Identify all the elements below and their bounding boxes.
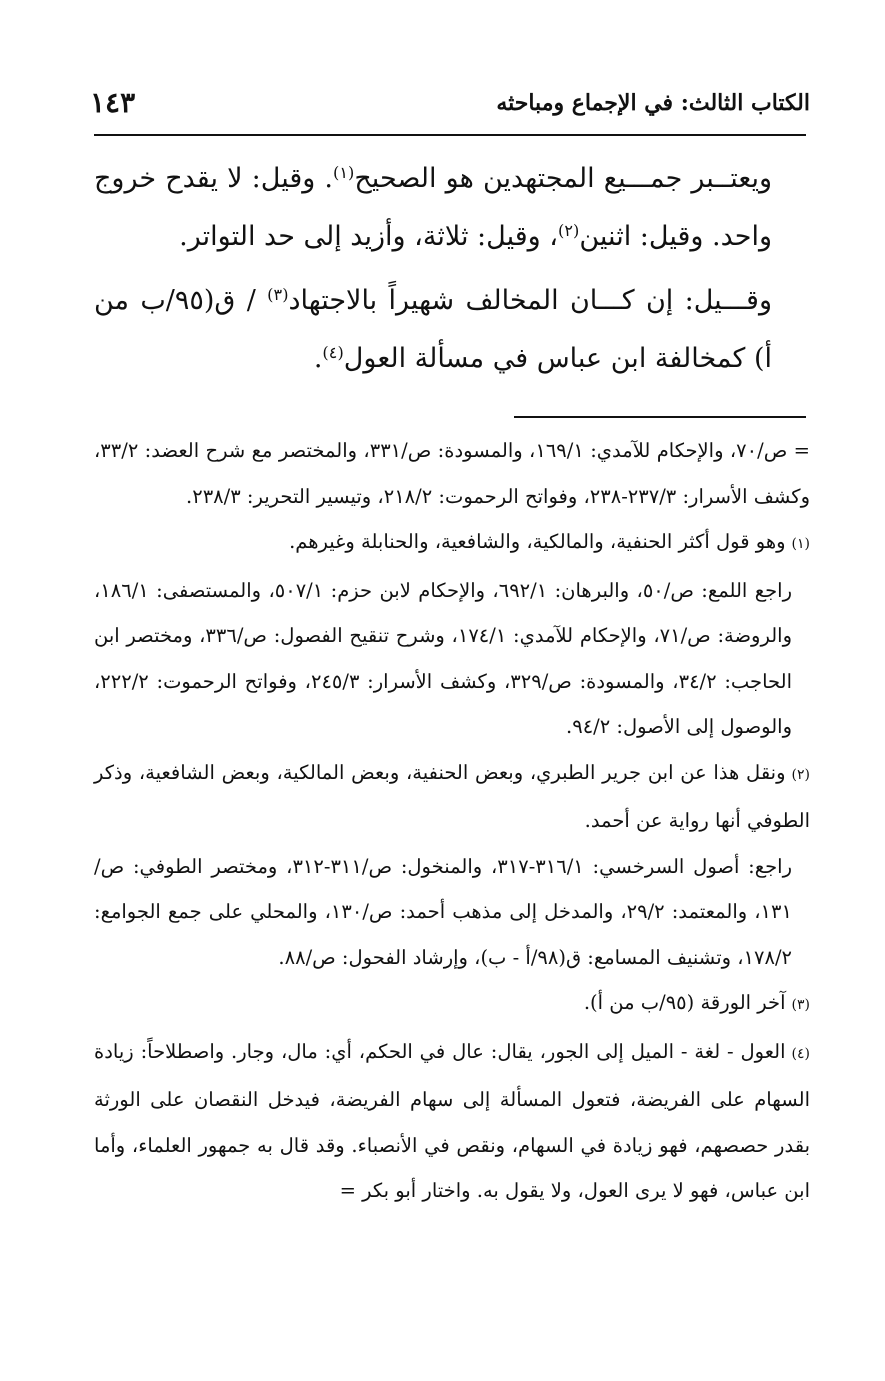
footnote-number: (٢) [791, 766, 810, 783]
footnote-number: (٣) [791, 997, 810, 1013]
main-paragraph-1: ويعتــبر جمـــيع المجتهدين هو الصحيح$^{(١)}$. وقيل: لا يقدح خروج واحد. وقيل: اثنين$^{(٢)}$، وقيل: ثلاثة، وأزيد إلى حد التواتر. [94, 163, 773, 252]
footnote-number: (٤) [791, 1045, 810, 1062]
footnote-4: (٤)العول - لغة - الميل إلى الجور، يقال: عال في الحكم، أي: مال، وجار. واصطلاحاً: زيادة السهام على الفريضة، فتعول المسألة إلى سهام الفريضة، فيدخل النقصان على الورثة بقدر حصصهم، فهو زيادة في السهام، ونقص في الأنصباء. وقد قال به جمهور العلماء، وأما ابن عباس، فهو لا يرى العول، ولا يقول به. واختار أبو بكر = [94, 1039, 810, 1202]
footnotes [94, 428, 810, 1214]
main-text [94, 150, 806, 388]
footnote-1: (١)وهو قول أكثر الحنفية، والمالكية، والشافعية، والحنابلة وغيرهم. [289, 530, 810, 553]
footnote-number: (١) [791, 536, 810, 552]
footnote-3: (٣)آخر الورقة (٩٥/ب من أ). [583, 991, 810, 1014]
header-rule [94, 134, 806, 136]
footnote-2: (٢)ونقل هذا عن ابن جرير الطبري، وبعض الحنفية، وبعض المالكية، وبعض الشافعية، وذكر الطوفي أنها رواية عن أحمد. [94, 760, 810, 832]
main-paragraph-2: وقـــيل: إن كـــان المخالف شهيراً بالاجتهاد$^{(٣)}$ / ق(٩٥/ب من أ) كمخالفة ابن عباس في مسألة العول$^{(٤)}$. [94, 285, 772, 374]
footnote-marker-1: (١) [333, 163, 355, 183]
footnote-marker-2: (٢) [557, 221, 580, 241]
footnote-marker-3: (٣) [267, 285, 289, 305]
footnote-1-references: راجع اللمع: ص/٥٠، والبرهان: ٦٩٢/١، والإحكام لابن حزم: ٥٠٧/١، والمستصفى: ١٨٦/١، والروضة: ص/٧١، والإحكام للآمدي: ١٧٤/١، وشرح تنقيح الفصول: ص/٣٣٦، ومختصر ابن الحاجب: ٣٤/٢، والمسودة: ص/٣٢٩، وكشف الأسرار: ٢٤٥/٣، وفواتح الرحموت: ٢٢٢/٢، والوصول إلى الأصول: ٩٤/٢. [94, 578, 792, 738]
footnote-2-references: راجع: أصول السرخسي: ٣١٦/١-٣١٧، والمنخول: ص/٣١١-٣١٢، ومختصر الطوفي: ص/١٣١، والمعتمد: ٢٩/٢، والمدخل إلى مذهب أحمد: ص/١٣٠، والمحلي على جمع الجوامع: ١٧٨/٢، وتشنيف المسامع: ق(٩٨/أ - ب)، وإرشاد الفحول: ص/٨٨. [94, 854, 793, 969]
page-number: ١٤٣ [90, 86, 136, 119]
chapter-title: الكتاب الثالث: في الإجماع ومباحثه [496, 90, 810, 116]
footnote-continuation: = ص/٧٠، والإحكام للآمدي: ١٦٩/١، والمسودة: ص/٣٣١، والمختصر مع شرح العضد: ٣٣/٢، وكشف الأسرار: ٢٣٧/٣-٢٣٨، وفواتح الرحموت: ٢١٨/٢، وتيسير التحرير: ٢٣٨/٣. [94, 439, 810, 508]
footnote-separator [514, 416, 806, 418]
footnote-marker-4: (٤) [322, 343, 344, 363]
running-header [90, 86, 810, 134]
